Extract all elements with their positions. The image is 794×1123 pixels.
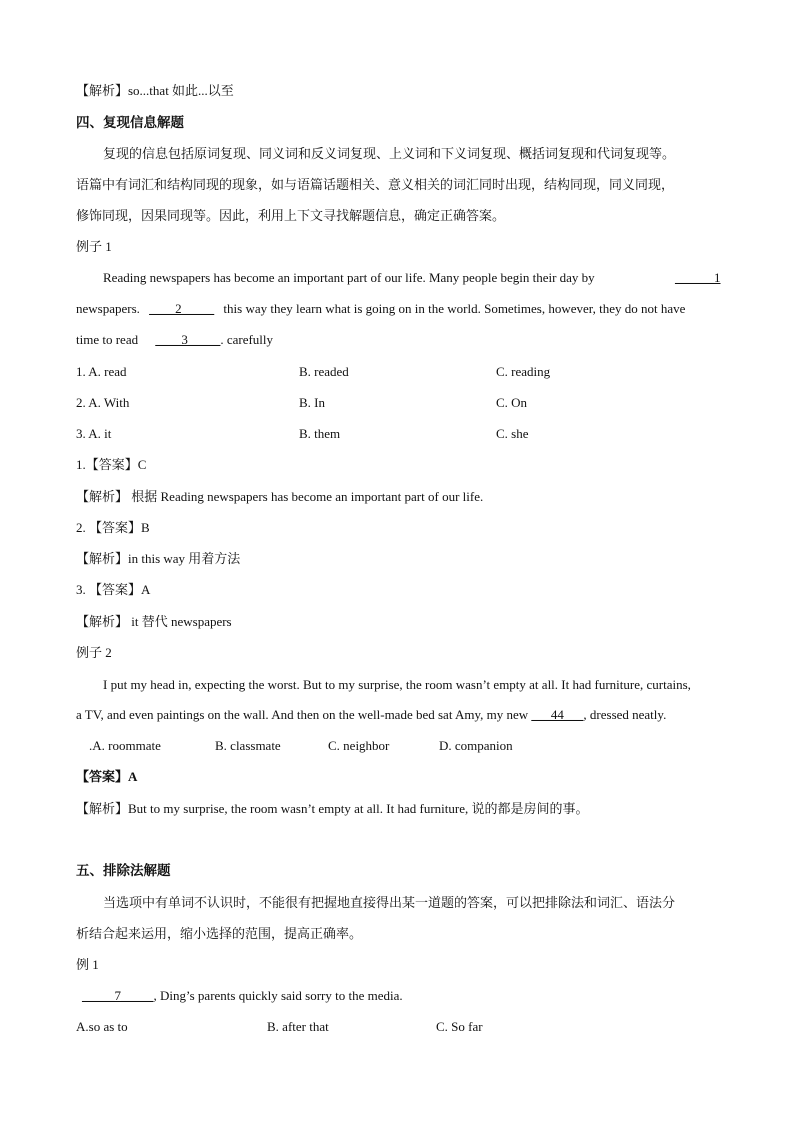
example-1-text-e: . carefully [220, 332, 274, 347]
example-1-text-d: time to read [76, 332, 139, 347]
example-3-sentence [82, 987, 403, 1005]
section-4-paragraph-line-3: 修饰同现，因果同现等。因此，利用上下文寻找解题信息，确定正确答案。 [76, 208, 506, 223]
q3-option-c: C. she [496, 426, 529, 441]
section-4-heading: 四、复现信息解题 [76, 115, 184, 130]
blank-7: _____7_____ [82, 988, 154, 1003]
section-5-heading: 五、排除法解题 [76, 863, 171, 878]
blank-3: ____3_____ [155, 332, 221, 347]
example-1-text-c: this way they learn what is going on in the world. Sometimes, however, they do not have [223, 301, 686, 316]
example-1-sentence-line-2 [76, 300, 685, 318]
example-1-label: 例子 1 [76, 239, 112, 254]
ex3-option-c: C. So far [436, 1019, 483, 1034]
q3-option-a: 3. A. it [76, 426, 112, 441]
section-5-paragraph-line-1: 当选项中有单词不认识时，不能很有把握地直接得出某一道题的答案，可以把排除法和词汇、语法分 [103, 895, 676, 910]
ex2-option-b: B. classmate [215, 738, 281, 753]
example-1-sentence-line-3 [76, 331, 273, 349]
example-3-label: 例 1 [76, 957, 99, 972]
q1-option-b: B. readed [299, 364, 349, 379]
q1-option-a: 1. A. read [76, 364, 127, 379]
ex2-option-a: .A. roommate [89, 738, 161, 753]
example-1-text-a: Reading newspapers has become an important part of our life. Many people begin their day by [103, 270, 595, 285]
answer-2-analysis: 【解析】in this way 用着方法 [76, 551, 241, 566]
example-2-analysis: 【解析】But to my surprise, the room wasn’t empty at all. It had furniture, 说的都是房间的事。 [76, 801, 589, 816]
example-2-sentence-line-1: I put my head in, expecting the worst. But to my surprise, the room wasn’t empty at all. It had furniture, curtains, [103, 677, 691, 692]
answer-3-analysis: 【解析】 it 替代 newspapers [76, 614, 232, 629]
answer-1: 1.【答案】C [76, 457, 147, 472]
q2-option-a: 2. A. With [76, 395, 130, 410]
q2-option-c: C. On [496, 395, 528, 410]
example-3-text: , Ding’s parents quickly said sorry to the media. [153, 988, 403, 1003]
answer-2: 2. 【答案】B [76, 520, 150, 535]
example-2-label: 例子 2 [76, 645, 112, 660]
example-1-sentence-line-1 [103, 269, 719, 287]
q3-option-b: B. them [299, 426, 341, 441]
blank-44: ___44___ [531, 707, 584, 722]
blank-1: ______1 [675, 270, 721, 285]
ex3-option-a: A.so as to [76, 1019, 128, 1034]
ex3-option-b: B. after that [267, 1019, 329, 1034]
analysis-line-1: 【解析】so...that 如此...以至 [76, 83, 234, 98]
section-5-paragraph-line-2: 析结合起来运用，缩小选择的范围，提高正确率。 [76, 926, 363, 941]
answer-3: 3. 【答案】A [76, 582, 151, 597]
example-2-answer: 【答案】A [76, 769, 138, 784]
blank-2: ____2_____ [149, 301, 215, 316]
answer-1-analysis: 【解析】 根据 Reading newspapers has become an important part of our life. [76, 489, 484, 504]
section-4-paragraph-line-1: 复现的信息包括原词复现、同义词和反义词复现、上义词和下义词复现、概括词复现和代词复现等。 [103, 146, 676, 161]
q2-option-b: B. In [299, 395, 325, 410]
example-1-text-b: newspapers. [76, 301, 140, 316]
example-2-text-a: a TV, and even paintings on the wall. And then on the well-made bed sat Amy, my new [76, 707, 529, 722]
example-2-text-b: , dressed neatly. [583, 707, 667, 722]
q1-option-c: C. reading [496, 364, 551, 379]
ex2-option-d: D. companion [439, 738, 513, 753]
ex2-option-c: C. neighbor [328, 738, 390, 753]
section-4-paragraph-line-2: 语篇中有词汇和结构同现的现象，如与语篇话题相关、意义相关的词汇同时出现，结构同现，同义同现， [76, 177, 675, 192]
example-2-sentence-line-2 [76, 706, 666, 724]
